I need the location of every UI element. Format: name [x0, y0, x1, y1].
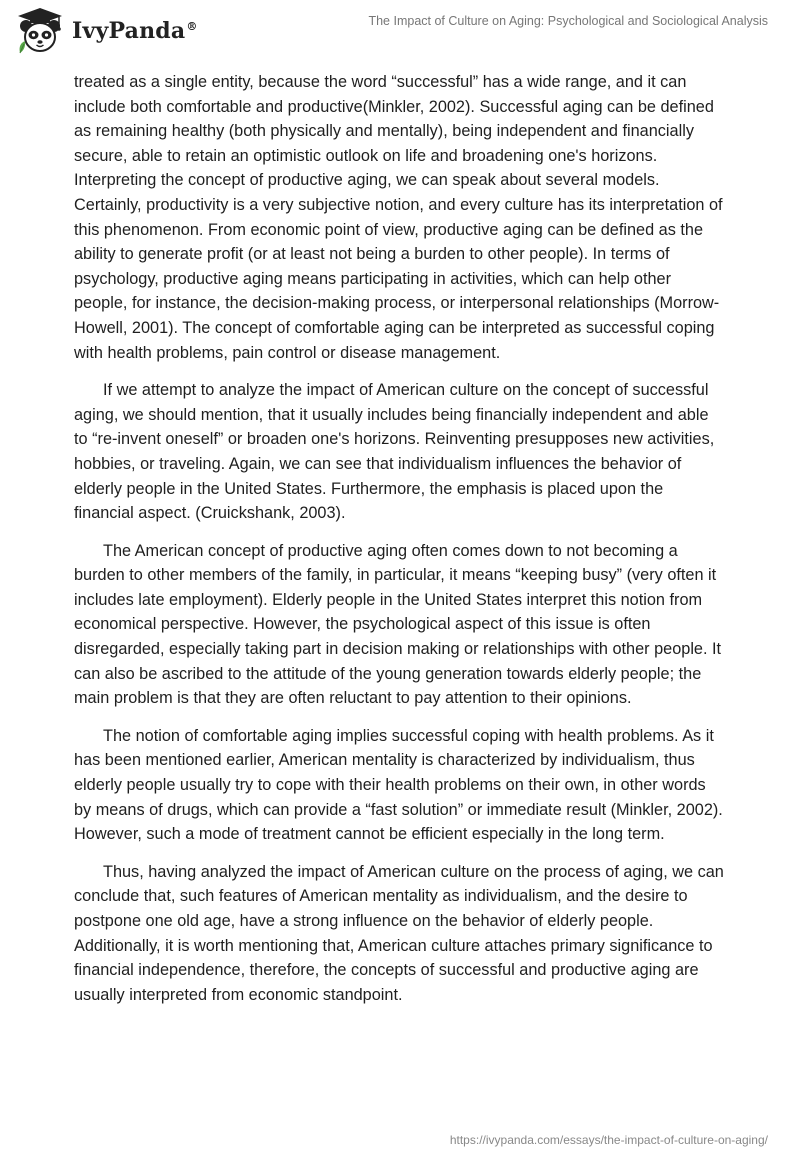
panda-mascot-icon [14, 6, 66, 56]
logo-wordmark: IvyPanda® [72, 18, 198, 44]
paragraph: The notion of comfortable aging implies successful coping with health problems. As it has been mentioned earlier, American mentality is characterized by individualism, thus elderly people usually try to cope with their health problems on their own, in other words by means of drugs, which can provide a “fast solution” or immediate result (Minkler, 2002). However, such a mode of treatment cannot be efficient especially in the long term. [74, 726, 723, 844]
paragraph: treated as a single entity, because the word “successful” has a wide range, and it can include both comfortable and productive(Minkler, 2002). Successful aging can be defined as remaining healthy (both physically and mentally), being independent and financially secure, able to retain an optimistic outlook on life and broadening one's horizons. Interpreting the concept of productive aging, we can speak about several models. Certainly, productivity is a very subjective notion, and every culture has its interpretation of this phenomenon. From economic point of view, productive aging can be defined as the ability to generate profit (or at least not being a burden to other people). In terms of psychology, productive aging means participating in activities, which can help other people, for instance, the decision-making process, or interpersonal relationships (Morrow-Howell, 2001). The concept of comfortable aging can be interpreted as successful coping with health problems, pain control or disease management. [74, 73, 723, 362]
essay-body [74, 70, 726, 1020]
paragraph: If we attempt to analyze the impact of American culture on the concept of successful aging, we should mention, that it usually includes being financially independent and able to “re-invent oneself” or broaden one's horizons. Reinventing presupposes new activities, hobbies, or traveling. Again, we can see that individualism influences the behavior of elderly people in the United States. Furthermore, the emphasis is placed upon the financial aspect. (Cruickshank, 2003). [74, 381, 715, 523]
paragraph: The American concept of productive aging often comes down to not becoming a burden to other members of the family, in particular, it means “keeping busy” (very often it includes late employment). Elderly people in the United States interpret this notion from economical perspective. However, the psychological aspect of this issue is often disregarded, especially taking part in decision making or relationships with other people. It can also be ascribed to the attitude of the young generation towards elderly people; the main problem is that they are often reluctant to pay attention to their opinions. [74, 541, 722, 708]
document-title: The Impact of Culture on Aging: Psychological and Sociological Analysis [368, 14, 768, 28]
source-url[interactable]: https://ivypanda.com/essays/the-impact-of-culture-on-aging/ [449, 1133, 768, 1147]
paragraph: Thus, having analyzed the impact of American culture on the process of aging, we can conclude that, such features of American mentality as individualism, and the desire to postpone one old age, have a strong influence on the behavior of elderly people. Additionally, it is worth mentioning that, American culture attaches primary significance to financial independence, therefore, the concepts of successful and productive aging are usually interpreted from economic standpoint. [74, 862, 724, 1004]
ivypanda-logo[interactable] [14, 6, 198, 56]
page-header [0, 0, 800, 60]
